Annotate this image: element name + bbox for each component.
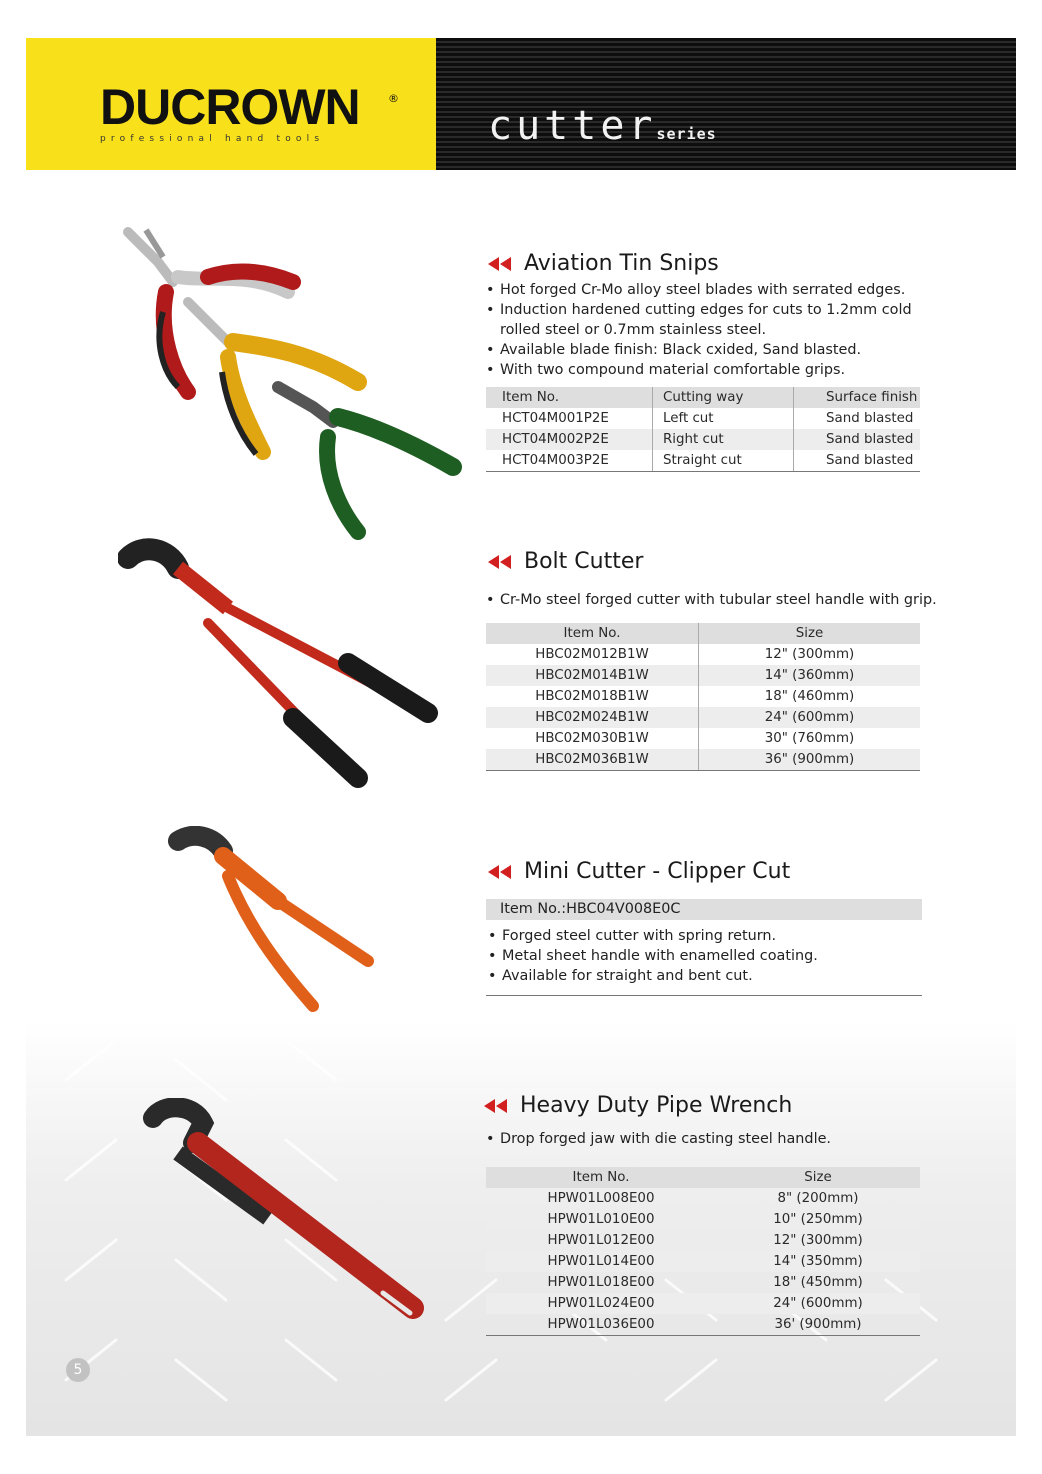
section-title-text: Aviation Tin Snips: [524, 251, 719, 276]
cell-item-no: HBC02M030B1W: [535, 731, 649, 746]
cell-item-no: HCT04M001P2E: [502, 411, 609, 426]
table-row: [486, 644, 920, 665]
cell-item-no: HPW01L014E00: [486, 1251, 716, 1272]
table-row: [486, 450, 920, 472]
cell-size: 12" (300mm): [773, 1233, 863, 1248]
section-title-mini-cutter: [486, 859, 790, 884]
pipe-wrench-image: [138, 1098, 428, 1338]
cell-size: 24" (600mm): [699, 707, 921, 728]
double-left-arrow-icon: [486, 865, 516, 879]
section-title-text: Bolt Cutter: [524, 549, 644, 574]
feature-item: • Induction hardened cutting edges for cuts to 1.2mm cold rolled steel or 0.7mm stainless steel.: [486, 300, 926, 340]
cell-size: 36' (900mm): [716, 1314, 920, 1336]
cell-size: 8" (200mm): [777, 1191, 859, 1206]
mini-cutter-features: [488, 926, 928, 986]
table-row: [486, 1293, 920, 1314]
section-title-text: Mini Cutter - Clipper Cut: [524, 859, 791, 884]
page-number: 5: [66, 1358, 90, 1382]
col-header-item-no: Item No.: [486, 387, 653, 408]
table-row: [486, 728, 920, 749]
cell-size: 14" (360mm): [699, 665, 921, 686]
tin-snips-image: [118, 222, 468, 542]
mini-cutter-image: [168, 826, 378, 1016]
cell-cutting-way: Straight cut: [653, 450, 794, 472]
cell-size: 24" (600mm): [716, 1293, 920, 1314]
bolt-cutter-table: [486, 623, 920, 771]
tin-snips-features: [486, 280, 926, 380]
feature-item: • Forged steel cutter with spring return.: [488, 926, 928, 946]
double-left-arrow-icon: [486, 555, 516, 569]
table-header-row: [486, 387, 920, 408]
cell-item-no: HPW01L024E00: [486, 1293, 716, 1314]
table-row: [486, 749, 920, 771]
col-header-size: Size: [699, 623, 921, 644]
feature-item: • Available blade finish: Black cxided, Sand blasted.: [486, 340, 926, 360]
brand-logo: DUCROWN: [100, 79, 360, 135]
table-row: [486, 1209, 920, 1230]
cell-surface-finish: Sand blasted: [794, 429, 921, 450]
cell-item-no: HCT04M003P2E: [486, 450, 653, 472]
section-title-pipe-wrench: [482, 1093, 792, 1118]
cell-item-no: HPW01L018E00: [547, 1275, 655, 1290]
table-row: [486, 429, 920, 450]
section-title-text: Heavy Duty Pipe Wrench: [520, 1093, 793, 1118]
cell-surface-finish: Sand blasted: [794, 450, 921, 472]
col-header-size: Size: [716, 1167, 920, 1188]
table-row: [486, 1314, 920, 1336]
cell-item-no: HBC02M018B1W: [535, 689, 649, 704]
divider: [486, 995, 922, 996]
cell-size: 30" (760mm): [699, 728, 921, 749]
feature-item: • Cr-Mo steel forged cutter with tubular steel handle with grip.: [486, 590, 946, 610]
table-header-row: [486, 1167, 920, 1188]
double-left-arrow-icon: [482, 1099, 512, 1113]
registered-mark: ®: [388, 92, 399, 105]
cell-size: 18" (460mm): [699, 686, 921, 707]
cell-item-no: HPW01L010E00: [486, 1209, 716, 1230]
double-left-arrow-icon: [486, 257, 516, 271]
bolt-cutter-features: [486, 590, 946, 610]
feature-item: • Available for straight and bent cut.: [488, 966, 928, 986]
series-suffix: series: [656, 125, 717, 143]
feature-item: • Hot forged Cr-Mo alloy steel blades with serrated edges.: [486, 280, 926, 300]
cell-item-no: HBC02M036B1W: [486, 749, 699, 771]
table-row: [486, 1251, 920, 1272]
col-header-surface-finish: Surface finish: [794, 387, 921, 408]
cell-item-no: HPW01L008E00: [547, 1191, 655, 1206]
feature-item: • Metal sheet handle with enamelled coating.: [488, 946, 928, 966]
brand-tagline: professional hand tools: [100, 134, 325, 144]
cell-size: 36" (900mm): [699, 749, 921, 771]
table-row: [486, 408, 920, 429]
cell-item-no: HBC02M024B1W: [486, 707, 699, 728]
feature-item: • Drop forged jaw with die casting steel handle.: [486, 1129, 926, 1149]
table-row: [486, 1188, 920, 1209]
cell-item-no: HBC02M014B1W: [486, 665, 699, 686]
cell-size: 10" (250mm): [716, 1209, 920, 1230]
col-header-item-no: Item No.: [486, 1167, 716, 1188]
series-word: cutter: [488, 103, 657, 149]
table-header-row: [486, 623, 920, 644]
tin-snips-table: [486, 387, 920, 472]
bolt-cutter-image: [118, 538, 438, 798]
cell-item-no: HPW01L036E00: [486, 1314, 716, 1336]
section-title-bolt-cutter: [486, 549, 643, 574]
cell-cutting-way: Left cut: [653, 408, 794, 429]
cell-surface-finish: Sand blasted: [794, 408, 921, 429]
table-row: [486, 707, 920, 728]
cell-size: 18" (450mm): [773, 1275, 863, 1290]
col-header-cutting-way: Cutting way: [653, 387, 794, 408]
cell-item-no: HBC02M012B1W: [535, 647, 649, 662]
pipe-wrench-features: [486, 1129, 926, 1149]
cell-cutting-way: Right cut: [653, 429, 794, 450]
table-row: [486, 1230, 920, 1251]
col-header-item-no: Item No.: [486, 623, 699, 644]
cell-item-no: HCT04M002P2E: [486, 429, 653, 450]
cell-size: 12" (300mm): [699, 644, 921, 665]
table-row: [486, 1272, 920, 1293]
pipe-wrench-table: [486, 1167, 920, 1336]
series-title: [488, 103, 717, 149]
table-row: [486, 686, 920, 707]
section-title-tin-snips: [486, 251, 719, 276]
cell-size: 14" (350mm): [716, 1251, 920, 1272]
feature-item: • With two compound material comfortable grips.: [486, 360, 926, 380]
cell-item-no: HPW01L012E00: [547, 1233, 655, 1248]
mini-cutter-item-no: Item No.:HBC04V008E0C: [486, 899, 922, 920]
table-row: [486, 665, 920, 686]
